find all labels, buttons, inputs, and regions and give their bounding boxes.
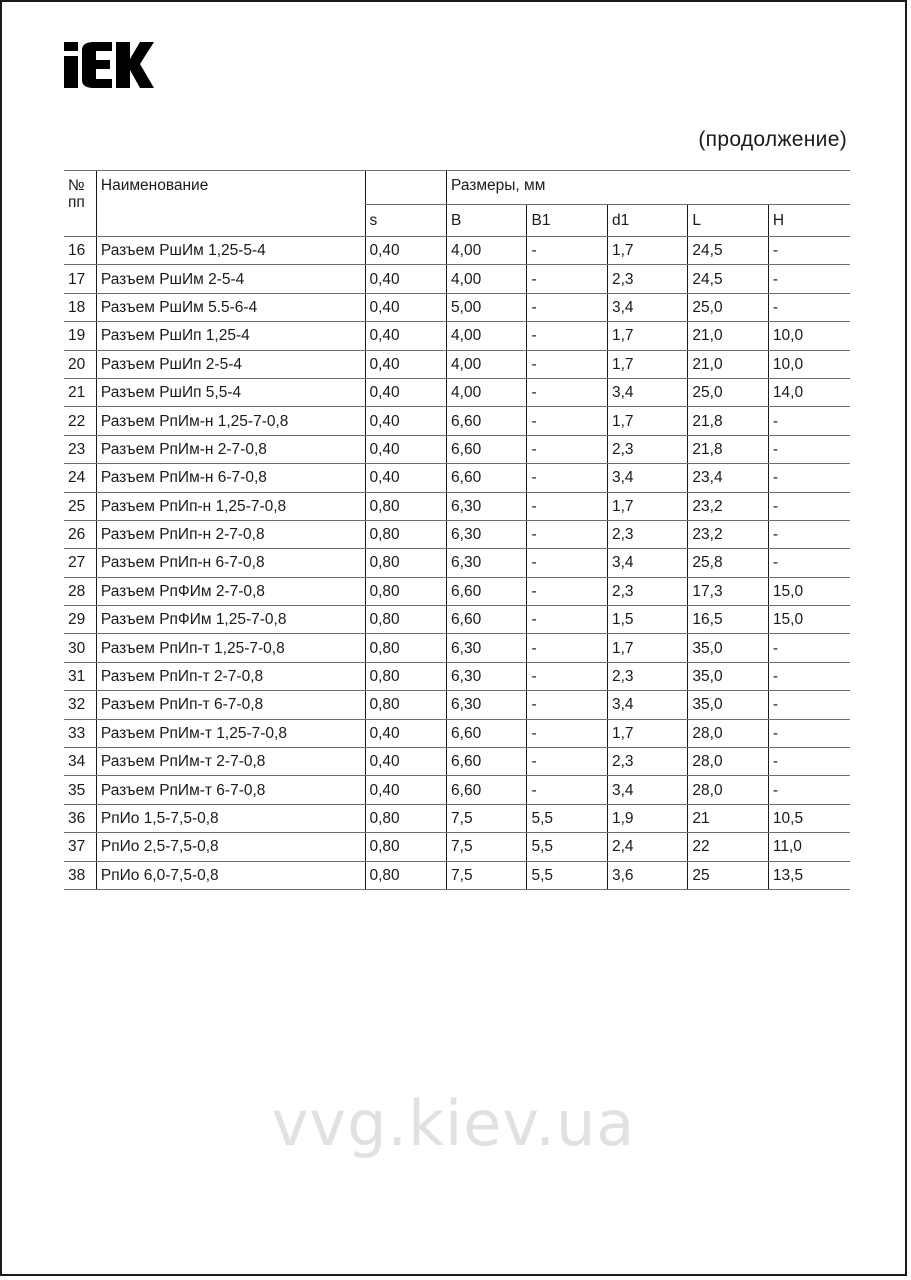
- dimensions-table: [64, 170, 850, 890]
- cell-b1: 5,5: [527, 861, 607, 889]
- table-row: [64, 435, 850, 463]
- cell-s: 0,80: [365, 520, 447, 548]
- cell-name: Разъем РпФИм 2-7-0,8: [96, 577, 365, 605]
- cell-d1: 1,7: [607, 350, 687, 378]
- cell-num: 23: [64, 435, 96, 463]
- cell-b1: -: [527, 748, 607, 776]
- cell-num: 36: [64, 804, 96, 832]
- cell-l: 22: [688, 833, 768, 861]
- cell-s: 0,40: [365, 350, 447, 378]
- cell-name: Разъем РпИп-т 1,25-7-0,8: [96, 634, 365, 662]
- cell-l: 35,0: [688, 691, 768, 719]
- cell-num: 38: [64, 861, 96, 889]
- cell-s: 0,40: [365, 776, 447, 804]
- cell-d1: 1,9: [607, 804, 687, 832]
- cell-b: 6,60: [447, 435, 527, 463]
- cell-s: 0,80: [365, 833, 447, 861]
- cell-l: 28,0: [688, 776, 768, 804]
- cell-name: Разъем РшИм 5.5-6-4: [96, 293, 365, 321]
- cell-l: 21,0: [688, 350, 768, 378]
- header-name: Наименование: [96, 171, 365, 237]
- cell-h: -: [768, 719, 850, 747]
- cell-b1: -: [527, 549, 607, 577]
- cell-l: 23,4: [688, 464, 768, 492]
- cell-b1: -: [527, 691, 607, 719]
- cell-d1: 3,4: [607, 549, 687, 577]
- cell-l: 17,3: [688, 577, 768, 605]
- cell-h: 10,0: [768, 322, 850, 350]
- table-row: [64, 492, 850, 520]
- cell-s: 0,40: [365, 435, 447, 463]
- cell-l: 24,5: [688, 265, 768, 293]
- cell-d1: 2,3: [607, 520, 687, 548]
- cell-b: 6,60: [447, 748, 527, 776]
- cell-b: 6,60: [447, 776, 527, 804]
- cell-s: 0,40: [365, 464, 447, 492]
- cell-h: -: [768, 265, 850, 293]
- header-col-s: s: [365, 205, 447, 237]
- cell-name: Разъем РшИм 2-5-4: [96, 265, 365, 293]
- cell-s: 0,40: [365, 748, 447, 776]
- cell-l: 35,0: [688, 662, 768, 690]
- cell-d1: 1,7: [607, 407, 687, 435]
- cell-num: 21: [64, 378, 96, 406]
- table-row: [64, 265, 850, 293]
- header-num: № пп: [64, 171, 96, 237]
- cell-b: 4,00: [447, 378, 527, 406]
- header-col-h: H: [768, 205, 850, 237]
- cell-l: 25: [688, 861, 768, 889]
- table-row: [64, 606, 850, 634]
- cell-num: 18: [64, 293, 96, 321]
- cell-h: -: [768, 435, 850, 463]
- cell-h: -: [768, 748, 850, 776]
- cell-s: 0,80: [365, 691, 447, 719]
- cell-b1: -: [527, 464, 607, 492]
- cell-h: -: [768, 464, 850, 492]
- cell-l: 21,0: [688, 322, 768, 350]
- cell-name: РпИо 1,5-7,5-0,8: [96, 804, 365, 832]
- cell-d1: 2,3: [607, 265, 687, 293]
- cell-s: 0,40: [365, 378, 447, 406]
- cell-h: 15,0: [768, 577, 850, 605]
- cell-name: Разъем РпИп-н 1,25-7-0,8: [96, 492, 365, 520]
- cell-l: 23,2: [688, 492, 768, 520]
- cell-s: 0,80: [365, 606, 447, 634]
- cell-b1: -: [527, 776, 607, 804]
- cell-b: 7,5: [447, 804, 527, 832]
- cell-s: 0,40: [365, 237, 447, 265]
- table-row: [64, 776, 850, 804]
- cell-s: 0,80: [365, 634, 447, 662]
- cell-d1: 1,5: [607, 606, 687, 634]
- table-row: [64, 577, 850, 605]
- cell-name: Разъем РшИп 1,25-4: [96, 322, 365, 350]
- cell-b1: -: [527, 520, 607, 548]
- cell-d1: 2,3: [607, 748, 687, 776]
- cell-b: 6,30: [447, 634, 527, 662]
- cell-b1: -: [527, 606, 607, 634]
- cell-b1: -: [527, 350, 607, 378]
- cell-d1: 3,4: [607, 464, 687, 492]
- cell-h: -: [768, 634, 850, 662]
- cell-b: 6,60: [447, 719, 527, 747]
- cell-b: 6,60: [447, 407, 527, 435]
- cell-name: Разъем РпИм-т 2-7-0,8: [96, 748, 365, 776]
- cell-b: 7,5: [447, 833, 527, 861]
- cell-d1: 1,7: [607, 634, 687, 662]
- cell-d1: 1,7: [607, 492, 687, 520]
- cell-s: 0,80: [365, 492, 447, 520]
- table-row: [64, 804, 850, 832]
- cell-name: Разъем РпФИм 1,25-7-0,8: [96, 606, 365, 634]
- cell-d1: 3,4: [607, 378, 687, 406]
- table-row: [64, 833, 850, 861]
- table-row: [64, 237, 850, 265]
- cell-s: 0,80: [365, 861, 447, 889]
- cell-name: Разъем РпИп-т 2-7-0,8: [96, 662, 365, 690]
- cell-l: 23,2: [688, 520, 768, 548]
- cell-h: -: [768, 520, 850, 548]
- cell-b1: -: [527, 577, 607, 605]
- header-dimensions: Размеры, мм: [447, 171, 850, 205]
- cell-b1: -: [527, 237, 607, 265]
- header-col-d1: d1: [607, 205, 687, 237]
- cell-h: -: [768, 549, 850, 577]
- cell-b1: -: [527, 634, 607, 662]
- header-col-b1: B1: [527, 205, 607, 237]
- cell-num: 33: [64, 719, 96, 747]
- cell-s: 0,40: [365, 407, 447, 435]
- cell-b: 7,5: [447, 861, 527, 889]
- cell-s: 0,40: [365, 265, 447, 293]
- table-row: [64, 293, 850, 321]
- cell-num: 16: [64, 237, 96, 265]
- watermark: vvg.kiev.ua: [271, 1087, 636, 1160]
- cell-b1: 5,5: [527, 833, 607, 861]
- cell-l: 28,0: [688, 748, 768, 776]
- cell-h: 14,0: [768, 378, 850, 406]
- cell-b: 4,00: [447, 265, 527, 293]
- header-col-l: L: [688, 205, 768, 237]
- cell-d1: 1,7: [607, 719, 687, 747]
- cell-d1: 1,7: [607, 237, 687, 265]
- table-row: [64, 691, 850, 719]
- cell-h: -: [768, 237, 850, 265]
- table-row: [64, 350, 850, 378]
- table-row: [64, 464, 850, 492]
- cell-b: 6,60: [447, 464, 527, 492]
- cell-h: 13,5: [768, 861, 850, 889]
- cell-s: 0,40: [365, 293, 447, 321]
- cell-b1: -: [527, 265, 607, 293]
- cell-num: 17: [64, 265, 96, 293]
- table-body: [64, 237, 850, 890]
- cell-num: 27: [64, 549, 96, 577]
- header-empty: [365, 171, 447, 205]
- cell-num: 37: [64, 833, 96, 861]
- cell-name: Разъем РшИм 1,25-5-4: [96, 237, 365, 265]
- header-col-b: B: [447, 205, 527, 237]
- cell-s: 0,40: [365, 322, 447, 350]
- cell-s: 0,80: [365, 804, 447, 832]
- cell-num: 30: [64, 634, 96, 662]
- cell-num: 26: [64, 520, 96, 548]
- cell-s: 0,80: [365, 577, 447, 605]
- cell-b: 6,30: [447, 691, 527, 719]
- cell-name: Разъем РпИм-н 6-7-0,8: [96, 464, 365, 492]
- cell-h: 11,0: [768, 833, 850, 861]
- cell-d1: 2,3: [607, 435, 687, 463]
- cell-b: 5,00: [447, 293, 527, 321]
- cell-b: 6,60: [447, 577, 527, 605]
- cell-name: РпИо 2,5-7,5-0,8: [96, 833, 365, 861]
- cell-num: 19: [64, 322, 96, 350]
- table-row: [64, 719, 850, 747]
- cell-h: -: [768, 293, 850, 321]
- cell-b: 4,00: [447, 350, 527, 378]
- cell-l: 16,5: [688, 606, 768, 634]
- table-row: [64, 378, 850, 406]
- cell-num: 28: [64, 577, 96, 605]
- cell-l: 21: [688, 804, 768, 832]
- table-row: [64, 748, 850, 776]
- cell-h: -: [768, 662, 850, 690]
- cell-h: 10,0: [768, 350, 850, 378]
- cell-d1: 2,4: [607, 833, 687, 861]
- cell-b: 6,30: [447, 549, 527, 577]
- cell-l: 25,0: [688, 293, 768, 321]
- cell-b1: -: [527, 322, 607, 350]
- cell-num: 20: [64, 350, 96, 378]
- table-row: [64, 549, 850, 577]
- cell-s: 0,40: [365, 719, 447, 747]
- cell-d1: 3,4: [607, 691, 687, 719]
- table-row: [64, 634, 850, 662]
- cell-b: 4,00: [447, 322, 527, 350]
- cell-name: Разъем РпИм-т 6-7-0,8: [96, 776, 365, 804]
- cell-s: 0,80: [365, 662, 447, 690]
- table-row: [64, 322, 850, 350]
- cell-d1: 2,3: [607, 577, 687, 605]
- cell-b: 4,00: [447, 237, 527, 265]
- cell-d1: 3,6: [607, 861, 687, 889]
- cell-d1: 1,7: [607, 322, 687, 350]
- cell-l: 35,0: [688, 634, 768, 662]
- cell-name: Разъем РпИм-т 1,25-7-0,8: [96, 719, 365, 747]
- cell-b: 6,60: [447, 606, 527, 634]
- cell-l: 28,0: [688, 719, 768, 747]
- cell-b1: 5,5: [527, 804, 607, 832]
- table-row: [64, 407, 850, 435]
- cell-name: Разъем РпИп-н 2-7-0,8: [96, 520, 365, 548]
- cell-h: -: [768, 407, 850, 435]
- cell-l: 24,5: [688, 237, 768, 265]
- cell-num: 29: [64, 606, 96, 634]
- table-row: [64, 861, 850, 889]
- cell-name: Разъем РшИп 2-5-4: [96, 350, 365, 378]
- cell-b: 6,30: [447, 662, 527, 690]
- cell-name: Разъем РпИм-н 1,25-7-0,8: [96, 407, 365, 435]
- cell-num: 22: [64, 407, 96, 435]
- cell-num: 35: [64, 776, 96, 804]
- cell-num: 24: [64, 464, 96, 492]
- cell-name: РпИо 6,0-7,5-0,8: [96, 861, 365, 889]
- cell-num: 25: [64, 492, 96, 520]
- cell-b1: -: [527, 492, 607, 520]
- table-row: [64, 662, 850, 690]
- cell-s: 0,80: [365, 549, 447, 577]
- cell-num: 31: [64, 662, 96, 690]
- cell-b1: -: [527, 378, 607, 406]
- cell-d1: 3,4: [607, 293, 687, 321]
- cell-b1: -: [527, 293, 607, 321]
- cell-b: 6,30: [447, 520, 527, 548]
- cell-h: -: [768, 691, 850, 719]
- cell-h: -: [768, 776, 850, 804]
- cell-num: 32: [64, 691, 96, 719]
- cell-l: 25,8: [688, 549, 768, 577]
- cell-l: 25,0: [688, 378, 768, 406]
- cell-h: -: [768, 492, 850, 520]
- cell-b1: -: [527, 719, 607, 747]
- cell-h: 10,5: [768, 804, 850, 832]
- cell-name: Разъем РшИп 5,5-4: [96, 378, 365, 406]
- cell-l: 21,8: [688, 407, 768, 435]
- cell-name: Разъем РпИм-н 2-7-0,8: [96, 435, 365, 463]
- cell-b1: -: [527, 662, 607, 690]
- table-row: [64, 520, 850, 548]
- cell-d1: 3,4: [607, 776, 687, 804]
- cell-b: 6,30: [447, 492, 527, 520]
- cell-l: 21,8: [688, 435, 768, 463]
- cell-d1: 2,3: [607, 662, 687, 690]
- cell-b1: -: [527, 407, 607, 435]
- iek-logo: [64, 42, 154, 88]
- cell-name: Разъем РпИп-т 6-7-0,8: [96, 691, 365, 719]
- cell-b1: -: [527, 435, 607, 463]
- cell-h: 15,0: [768, 606, 850, 634]
- cell-num: 34: [64, 748, 96, 776]
- cell-name: Разъем РпИп-н 6-7-0,8: [96, 549, 365, 577]
- continued-label: (продолжение): [698, 128, 847, 151]
